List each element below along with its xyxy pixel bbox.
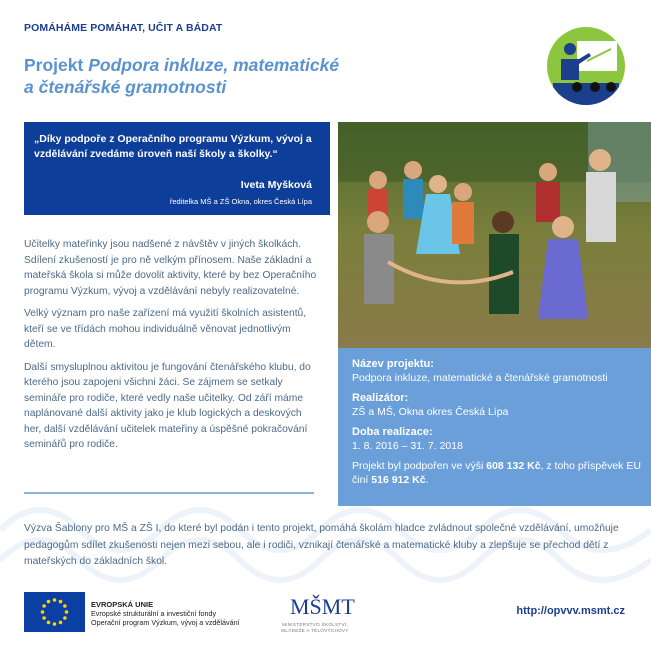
- title-prefix: Projekt: [24, 55, 89, 75]
- divider-line: [24, 492, 314, 494]
- website-link[interactable]: http://opvvv.msmt.cz: [516, 605, 625, 617]
- teacher-logo-icon: [547, 27, 625, 105]
- project-name-value: Podpora inkluze, matematické a čtenářské gramotnosti: [352, 372, 608, 384]
- eu-line-2: Evropské strukturální a investiční fondy: [91, 609, 217, 618]
- msmt-caption: [270, 622, 360, 633]
- quote-box: [24, 122, 330, 215]
- period-label: Doba realizace:: [352, 426, 433, 438]
- footer-paragraph: Výzva Šablony pro MŠ a ZŠ I, do které byl podán i tento projekt, pomáhá školám hladce zvládnout společné vzdělávání, umožňuje pedagogům sdílet zkušenosti nejen mezi sebou, ale i rodiči, vznikají čtenářské a matematické kluby a zlepšuje se přechod dětí z mateřských do základních škol.: [24, 523, 619, 567]
- quote-text: „Díky podpoře z Operačního programu Výzkum, vývoj a vzdělávání zvedáme úroveň naší školy a školky.“: [34, 133, 312, 160]
- period-value: 1. 8. 2016 – 31. 7. 2018: [352, 440, 463, 452]
- realizer-label: Realizátor:: [352, 392, 409, 404]
- body-paragraph-2: Velký význam pro naše zařízení má využití školních asistentů, kteří se ve třídách mohou individuálně věnovat jednotlivým dětem.: [24, 308, 307, 350]
- header-kicker: POMÁHÁME POMÁHAT, UČIT A BÁDAT: [24, 22, 223, 34]
- children-photo: [338, 122, 651, 348]
- quote-role: ředitelka MŠ a ZŠ Okna, okres Česká Lípa: [169, 197, 312, 206]
- funding-amount: 608 132 Kč: [486, 460, 541, 472]
- quote-author: Iveta Myšková: [240, 179, 312, 191]
- eu-line-3: Operační program Výzkum, vývoj a vzdělávání: [91, 618, 240, 627]
- funding-middle: , z toho příspěvek EU činí: [352, 460, 641, 486]
- realizer-value: ZŠ a MŠ, Okna okres Česká Lípa: [352, 406, 509, 418]
- body-paragraph-3: Další smysluplnou aktivitou je fungování čtenářského klubu, do kterého jsou zapojeni všichni žáci. Se zájmem se setkaly semináře pro rodiče, které vedly naše učitelky. Od září máme naplánované další aktivity jako je klub logických a deskových her, další vzdělávání učitelek mateřiny a úspěšné pokračování seminářů pro rodiče.: [24, 361, 311, 450]
- project-info-box: [338, 348, 651, 506]
- project-name-label: Název projektu:: [352, 358, 434, 370]
- eu-flag-icon: [24, 592, 85, 632]
- eu-line-1: EVROPSKÁ UNIE: [91, 600, 154, 609]
- title-italic-line1: Podpora inkluze, matematické: [88, 55, 340, 75]
- body-text: [24, 237, 318, 460]
- body-paragraph-1: Učitelky mateřinky jsou nadšené z návštěv v jiných školkách. Sdílení zkušeností je pro ně velkým přínosem. Naše základní a mateřská škola si může dovolit aktivity, které by bez Operačního programu Výzkum, vývoj a vzdělávání nebyly realizovatelné.: [24, 239, 317, 297]
- funding-prefix: Projekt byl podpořen ve výši: [352, 460, 487, 472]
- funding-suffix: .: [425, 474, 429, 486]
- msmt-logo-text: MŠMT: [290, 594, 355, 619]
- funding-text: [352, 459, 644, 487]
- eu-amount: 516 912 Kč: [371, 474, 426, 486]
- msmt-line-1: MINISTERSTVO ŠKOLSTVÍ,: [281, 622, 349, 627]
- title-italic-line2: a čtenářské gramotnosti: [24, 77, 227, 97]
- eu-text: [91, 600, 240, 627]
- page-title: [24, 54, 444, 98]
- msmt-line-2: MLÁDEŽE A TĚLOVÝCHOVY: [281, 627, 349, 633]
